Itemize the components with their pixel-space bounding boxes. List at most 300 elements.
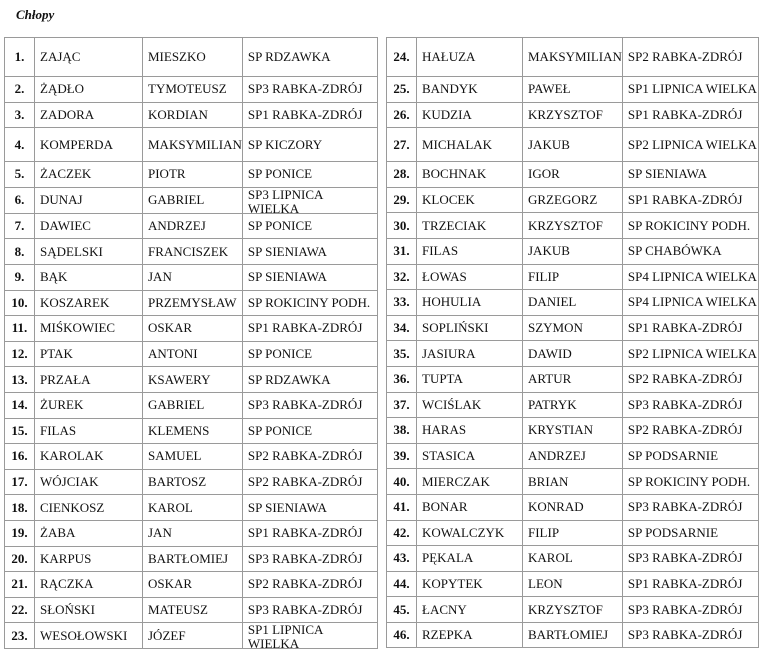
surname-cell-text: KUDZIA	[422, 107, 472, 122]
first-name-cell-text: JÓZEF	[148, 628, 186, 643]
table-row	[5, 367, 378, 393]
surname-cell-text: BOCHNAK	[422, 167, 487, 182]
row-number: 8.	[5, 239, 35, 265]
school-cell-text: SP CHABÓWKA	[627, 244, 722, 259]
surname-cell-text: SOPLIŃSKI	[422, 321, 489, 336]
first-name-cell-text: GABRIEL	[148, 193, 205, 208]
school-cell-text: SP ROKICINY PODH.	[627, 218, 751, 233]
first-name-cell	[523, 341, 623, 367]
table-row	[5, 102, 378, 128]
first-name-cell	[143, 102, 243, 128]
school-cell-text: SP2 RABKA-ZDRÓJ	[247, 577, 363, 592]
first-name-cell	[523, 315, 623, 341]
first-name-cell-text: PRZEMYSŁAW	[148, 295, 237, 310]
first-name-cell	[143, 38, 243, 77]
table-row	[5, 341, 378, 367]
row-number: 32.	[387, 264, 417, 290]
table-row	[387, 187, 759, 213]
surname-cell-text: PTAK	[40, 347, 73, 362]
first-name-cell-text: DANIEL	[528, 295, 577, 310]
surname-cell	[35, 128, 143, 162]
first-name-cell	[143, 597, 243, 623]
first-name-cell	[523, 546, 623, 572]
school-cell	[622, 264, 758, 290]
row-number: 12.	[5, 341, 35, 367]
surname-cell	[35, 187, 143, 213]
row-number: 40.	[387, 469, 417, 495]
first-name-cell-text: BARTŁOMIEJ	[528, 628, 609, 643]
school-cell-text: SP1 LIPNICA WIELKA	[627, 82, 757, 97]
table-row	[5, 520, 378, 546]
school-cell	[622, 520, 758, 546]
school-cell-text: SP PONICE	[247, 347, 313, 362]
row-number: 36.	[387, 366, 417, 392]
surname-cell	[35, 572, 143, 598]
first-name-cell-text: MATEUSZ	[148, 602, 208, 617]
surname-cell	[35, 290, 143, 316]
surname-cell-text: BĄK	[40, 270, 68, 285]
school-cell-text: SP1 RABKA-ZDRÓJ	[627, 321, 743, 336]
first-name-cell	[523, 213, 623, 239]
first-name-cell	[523, 38, 623, 77]
surname-cell	[417, 77, 523, 103]
surname-cell	[417, 418, 523, 444]
school-cell-text: SP PONICE	[247, 423, 313, 438]
first-name-cell	[143, 290, 243, 316]
first-name-cell	[523, 128, 623, 162]
table-row	[387, 366, 759, 392]
surname-cell	[35, 546, 143, 572]
row-number: 11.	[5, 316, 35, 342]
table-row	[5, 469, 378, 495]
row-number: 23.	[5, 623, 35, 649]
surname-cell-text: ŻACZEK	[40, 167, 92, 182]
first-name-cell-text: DAWID	[528, 346, 572, 361]
first-name-cell-text: OSKAR	[148, 577, 193, 592]
school-cell	[622, 341, 758, 367]
first-name-cell	[523, 187, 623, 213]
school-cell	[242, 623, 377, 649]
surname-cell-text: WESOŁOWSKI	[40, 628, 128, 643]
first-name-cell	[523, 264, 623, 290]
first-name-cell-text: SAMUEL	[148, 449, 202, 464]
surname-cell-text: KARPUS	[40, 551, 92, 566]
table-row	[387, 290, 759, 316]
school-cell	[242, 572, 377, 598]
school-cell-text: SP4 LIPNICA WIELKA	[627, 269, 757, 284]
school-cell	[242, 162, 377, 188]
first-name-cell-text: PIOTR	[148, 167, 186, 182]
first-name-cell-text: KSAWERY	[148, 372, 211, 387]
first-name-cell	[523, 571, 623, 597]
surname-cell-text: TUPTA	[422, 372, 463, 387]
school-cell	[622, 238, 758, 264]
row-number: 19.	[5, 520, 35, 546]
school-cell	[242, 495, 377, 521]
school-cell-text: SP2 LIPNICA WIELKA	[627, 137, 757, 152]
first-name-cell-text: BRIAN	[528, 474, 569, 489]
row-number: 26.	[387, 102, 417, 128]
first-name-cell-text: JAN	[148, 270, 172, 285]
school-cell-text: SP PONICE	[247, 167, 313, 182]
first-name-cell	[143, 495, 243, 521]
school-cell-text: SP1 RABKA-ZDRÓJ	[247, 321, 363, 336]
table-row	[387, 443, 759, 469]
school-cell	[242, 187, 377, 213]
surname-cell-text: DUNAJ	[40, 193, 83, 208]
row-number: 18.	[5, 495, 35, 521]
row-number: 5.	[5, 162, 35, 188]
school-cell	[242, 102, 377, 128]
table-row	[387, 238, 759, 264]
school-cell	[242, 392, 377, 418]
table-row	[387, 392, 759, 418]
school-cell	[622, 213, 758, 239]
row-number: 43.	[387, 546, 417, 572]
row-number: 46.	[387, 622, 417, 648]
school-cell-text: SP3 RABKA-ZDRÓJ	[247, 398, 363, 413]
school-cell	[242, 597, 377, 623]
first-name-cell	[143, 572, 243, 598]
surname-cell	[417, 213, 523, 239]
row-number: 28.	[387, 162, 417, 188]
table-row	[387, 597, 759, 623]
first-name-cell-text: KONRAD	[528, 500, 584, 515]
first-name-cell-text: MAKSYMILIAN	[148, 137, 242, 152]
first-name-cell	[143, 316, 243, 342]
school-cell-text: SP3 RABKA-ZDRÓJ	[247, 602, 363, 617]
table-row	[387, 494, 759, 520]
row-number: 20.	[5, 546, 35, 572]
school-cell	[622, 622, 758, 648]
first-name-cell	[143, 128, 243, 162]
school-cell-text: SP3 RABKA-ZDRÓJ	[247, 551, 363, 566]
first-name-cell-text: OSKAR	[148, 321, 193, 336]
first-name-cell-text: KRZYSZTOF	[528, 602, 603, 617]
table-row	[387, 213, 759, 239]
surname-cell	[417, 162, 523, 188]
first-name-cell	[523, 238, 623, 264]
first-name-cell-text: KORDIAN	[148, 107, 208, 122]
first-name-cell	[523, 622, 623, 648]
first-name-cell-text: ANDRZEJ	[528, 449, 586, 464]
first-name-cell	[523, 418, 623, 444]
surname-cell	[417, 102, 523, 128]
surname-cell	[35, 469, 143, 495]
surname-cell	[417, 187, 523, 213]
roster-table-right	[386, 37, 759, 648]
school-cell	[242, 367, 377, 393]
table-row	[387, 418, 759, 444]
surname-cell	[417, 443, 523, 469]
first-name-cell	[143, 520, 243, 546]
first-name-cell	[523, 102, 623, 128]
table-row	[387, 102, 759, 128]
table-row	[5, 239, 378, 265]
row-number: 22.	[5, 597, 35, 623]
school-cell-text: SP KICZORY	[247, 137, 323, 152]
row-number: 38.	[387, 418, 417, 444]
surname-cell-text: KOMPERDA	[40, 137, 113, 152]
school-cell-text: SP2 RABKA-ZDRÓJ	[247, 449, 363, 464]
table-row	[5, 187, 378, 213]
surname-cell	[417, 38, 523, 77]
first-name-cell-text: BARTOSZ	[148, 475, 207, 490]
table-row	[5, 264, 378, 290]
table-row	[5, 418, 378, 444]
surname-cell-text: PRZAŁA	[40, 372, 91, 387]
row-number: 15.	[5, 418, 35, 444]
first-name-cell	[143, 77, 243, 103]
table-row	[5, 546, 378, 572]
table-row	[387, 315, 759, 341]
first-name-cell	[143, 341, 243, 367]
surname-cell-text: HARAS	[422, 423, 467, 438]
first-name-cell	[523, 469, 623, 495]
row-number: 10.	[5, 290, 35, 316]
school-cell-text: SP PODSARNIE	[627, 525, 719, 540]
school-cell-text: SP RDZAWKA	[247, 50, 331, 64]
table-row	[5, 77, 378, 103]
surname-cell	[417, 469, 523, 495]
school-cell	[242, 213, 377, 239]
school-cell-text: SP ROKICINY PODH.	[247, 295, 371, 310]
surname-cell	[35, 102, 143, 128]
school-cell-text: SP RDZAWKA	[247, 372, 331, 387]
table-row	[5, 213, 378, 239]
first-name-cell-text: TYMOTEUSZ	[148, 82, 227, 97]
surname-cell-text: KOWALCZYK	[422, 525, 505, 540]
first-name-cell	[143, 264, 243, 290]
roster-table-left	[4, 37, 378, 649]
first-name-cell	[143, 187, 243, 213]
school-cell-text: SP PODSARNIE	[627, 449, 719, 464]
school-cell-text: SP2 RABKA-ZDRÓJ	[627, 50, 743, 64]
school-cell	[622, 494, 758, 520]
surname-cell-text: DAWIEC	[40, 219, 91, 234]
first-name-cell	[143, 546, 243, 572]
surname-cell-text: SŁOŃSKI	[40, 602, 95, 617]
school-cell	[242, 546, 377, 572]
first-name-cell-text: KLEMENS	[148, 423, 210, 438]
surname-cell-text: HAŁUZA	[422, 50, 476, 64]
school-cell-text: SP1 RABKA-ZDRÓJ	[627, 193, 743, 208]
school-cell-text: SP2 RABKA-ZDRÓJ	[627, 423, 743, 438]
table-row	[387, 520, 759, 546]
school-cell-text: SP3 LIPNICA WIELKA	[247, 187, 323, 213]
school-cell-text: SP3 RABKA-ZDRÓJ	[627, 628, 743, 643]
school-cell-text: SP SIENIAWA	[247, 500, 327, 515]
surname-cell-text: ŻABA	[40, 526, 76, 541]
surname-cell	[35, 392, 143, 418]
school-cell	[242, 469, 377, 495]
row-number: 35.	[387, 341, 417, 367]
surname-cell	[35, 213, 143, 239]
school-cell	[622, 77, 758, 103]
first-name-cell-text: JAKUB	[528, 244, 570, 259]
school-cell	[622, 546, 758, 572]
row-number: 45.	[387, 597, 417, 623]
school-cell	[622, 443, 758, 469]
school-cell	[622, 102, 758, 128]
table-row	[5, 495, 378, 521]
surname-cell	[417, 546, 523, 572]
school-cell	[242, 520, 377, 546]
row-number: 21.	[5, 572, 35, 598]
surname-cell-text: BANDYK	[422, 82, 478, 97]
school-cell	[242, 239, 377, 265]
first-name-cell	[523, 392, 623, 418]
surname-cell	[35, 77, 143, 103]
school-cell-text: SP4 LIPNICA WIELKA	[627, 295, 757, 310]
surname-cell	[35, 239, 143, 265]
first-name-cell-text: BARTŁOMIEJ	[148, 551, 229, 566]
first-name-cell-text: LEON	[528, 576, 563, 591]
surname-cell	[35, 444, 143, 470]
surname-cell	[35, 520, 143, 546]
table-row	[387, 38, 759, 77]
surname-cell-text: ŻĄDŁO	[40, 82, 85, 97]
row-number: 16.	[5, 444, 35, 470]
surname-cell-text: ŻUREK	[40, 398, 84, 413]
page-title: Chłopy	[16, 7, 55, 22]
table-row	[5, 623, 378, 649]
surname-cell	[35, 418, 143, 444]
school-cell	[622, 315, 758, 341]
row-number: 39.	[387, 443, 417, 469]
surname-cell-text: SĄDELSKI	[40, 244, 103, 259]
surname-cell	[417, 341, 523, 367]
row-number: 41.	[387, 494, 417, 520]
first-name-cell	[523, 520, 623, 546]
surname-cell-text: MIŚKOWIEC	[40, 321, 116, 336]
surname-cell	[417, 290, 523, 316]
table-row	[387, 546, 759, 572]
surname-cell-text: WCIŚLAK	[422, 397, 482, 412]
school-cell	[242, 128, 377, 162]
first-name-cell	[143, 392, 243, 418]
first-name-cell-text: GABRIEL	[148, 398, 205, 413]
school-cell	[242, 264, 377, 290]
school-cell-text: SP ROKICINY PODH.	[627, 474, 751, 489]
surname-cell	[35, 367, 143, 393]
surname-cell	[417, 315, 523, 341]
school-cell	[622, 162, 758, 188]
school-cell	[622, 392, 758, 418]
surname-cell	[417, 494, 523, 520]
school-cell	[622, 187, 758, 213]
surname-cell	[35, 162, 143, 188]
first-name-cell-text: SZYMON	[528, 321, 583, 336]
surname-cell-text: MIERCZAK	[422, 474, 490, 489]
surname-cell-text: FILAS	[422, 244, 459, 259]
first-name-cell	[523, 162, 623, 188]
first-name-cell-text: KAROL	[528, 551, 573, 566]
surname-cell-text: JASIURA	[422, 346, 476, 361]
row-number: 31.	[387, 238, 417, 264]
school-cell	[622, 290, 758, 316]
surname-cell-text: ŁOWAS	[422, 269, 467, 284]
row-number: 34.	[387, 315, 417, 341]
school-cell	[622, 418, 758, 444]
row-number: 30.	[387, 213, 417, 239]
surname-cell-text: RĄCZKA	[40, 577, 94, 592]
first-name-cell-text: ANTONI	[148, 347, 198, 362]
table-row	[5, 572, 378, 598]
surname-cell-text: RZEPKA	[422, 628, 473, 643]
first-name-cell	[523, 494, 623, 520]
table-row	[5, 597, 378, 623]
table-row	[5, 128, 378, 162]
school-cell	[242, 77, 377, 103]
first-name-cell-text: KRZYSZTOF	[528, 218, 603, 233]
surname-cell-text: PĘKALA	[422, 551, 474, 566]
row-number: 42.	[387, 520, 417, 546]
school-cell-text: SP1 RABKA-ZDRÓJ	[247, 107, 363, 122]
first-name-cell-text: FILIP	[528, 525, 560, 540]
first-name-cell-text: IGOR	[528, 167, 560, 182]
table-row	[5, 444, 378, 470]
school-cell-text: SP SIENIAWA	[627, 167, 707, 182]
school-cell	[242, 444, 377, 470]
school-cell	[622, 366, 758, 392]
school-cell-text: SP3 RABKA-ZDRÓJ	[627, 397, 743, 412]
first-name-cell-text: GRZEGORZ	[528, 193, 598, 208]
school-cell	[242, 38, 377, 77]
table-row	[387, 128, 759, 162]
first-name-cell-text: FRANCISZEK	[148, 244, 229, 259]
row-number: 24.	[387, 38, 417, 77]
surname-cell	[35, 597, 143, 623]
first-name-cell-text: PATRYK	[528, 397, 577, 412]
row-number: 17.	[5, 469, 35, 495]
first-name-cell	[143, 623, 243, 649]
surname-cell-text: ZAJĄC	[40, 50, 81, 64]
school-cell	[622, 469, 758, 495]
surname-cell	[417, 366, 523, 392]
row-number: 37.	[387, 392, 417, 418]
table-row	[387, 77, 759, 103]
surname-cell	[35, 264, 143, 290]
surname-cell	[417, 128, 523, 162]
first-name-cell	[523, 290, 623, 316]
surname-cell-text: WÓJCIAK	[40, 475, 99, 490]
row-number: 25.	[387, 77, 417, 103]
table-row	[387, 341, 759, 367]
school-cell	[622, 128, 758, 162]
surname-cell	[35, 341, 143, 367]
surname-cell-text: STASICA	[422, 449, 476, 464]
surname-cell-text: ZADORA	[40, 107, 95, 122]
surname-cell	[417, 520, 523, 546]
surname-cell	[35, 623, 143, 649]
surname-cell-text: CIENKOSZ	[40, 500, 105, 515]
row-number: 6.	[5, 187, 35, 213]
school-cell-text: SP2 RABKA-ZDRÓJ	[627, 372, 743, 387]
school-cell-text: SP2 LIPNICA WIELKA	[627, 346, 757, 361]
surname-cell	[417, 392, 523, 418]
school-cell-text: SP3 RABKA-ZDRÓJ	[627, 602, 743, 617]
first-name-cell	[143, 213, 243, 239]
surname-cell-text: HOHULIA	[422, 295, 482, 310]
row-number: 2.	[5, 77, 35, 103]
row-number: 4.	[5, 128, 35, 162]
surname-cell	[417, 264, 523, 290]
table-row	[5, 290, 378, 316]
school-cell	[242, 316, 377, 342]
surname-cell-text: KLOCEK	[422, 193, 475, 208]
surname-cell-text: KAROLAK	[40, 449, 104, 464]
